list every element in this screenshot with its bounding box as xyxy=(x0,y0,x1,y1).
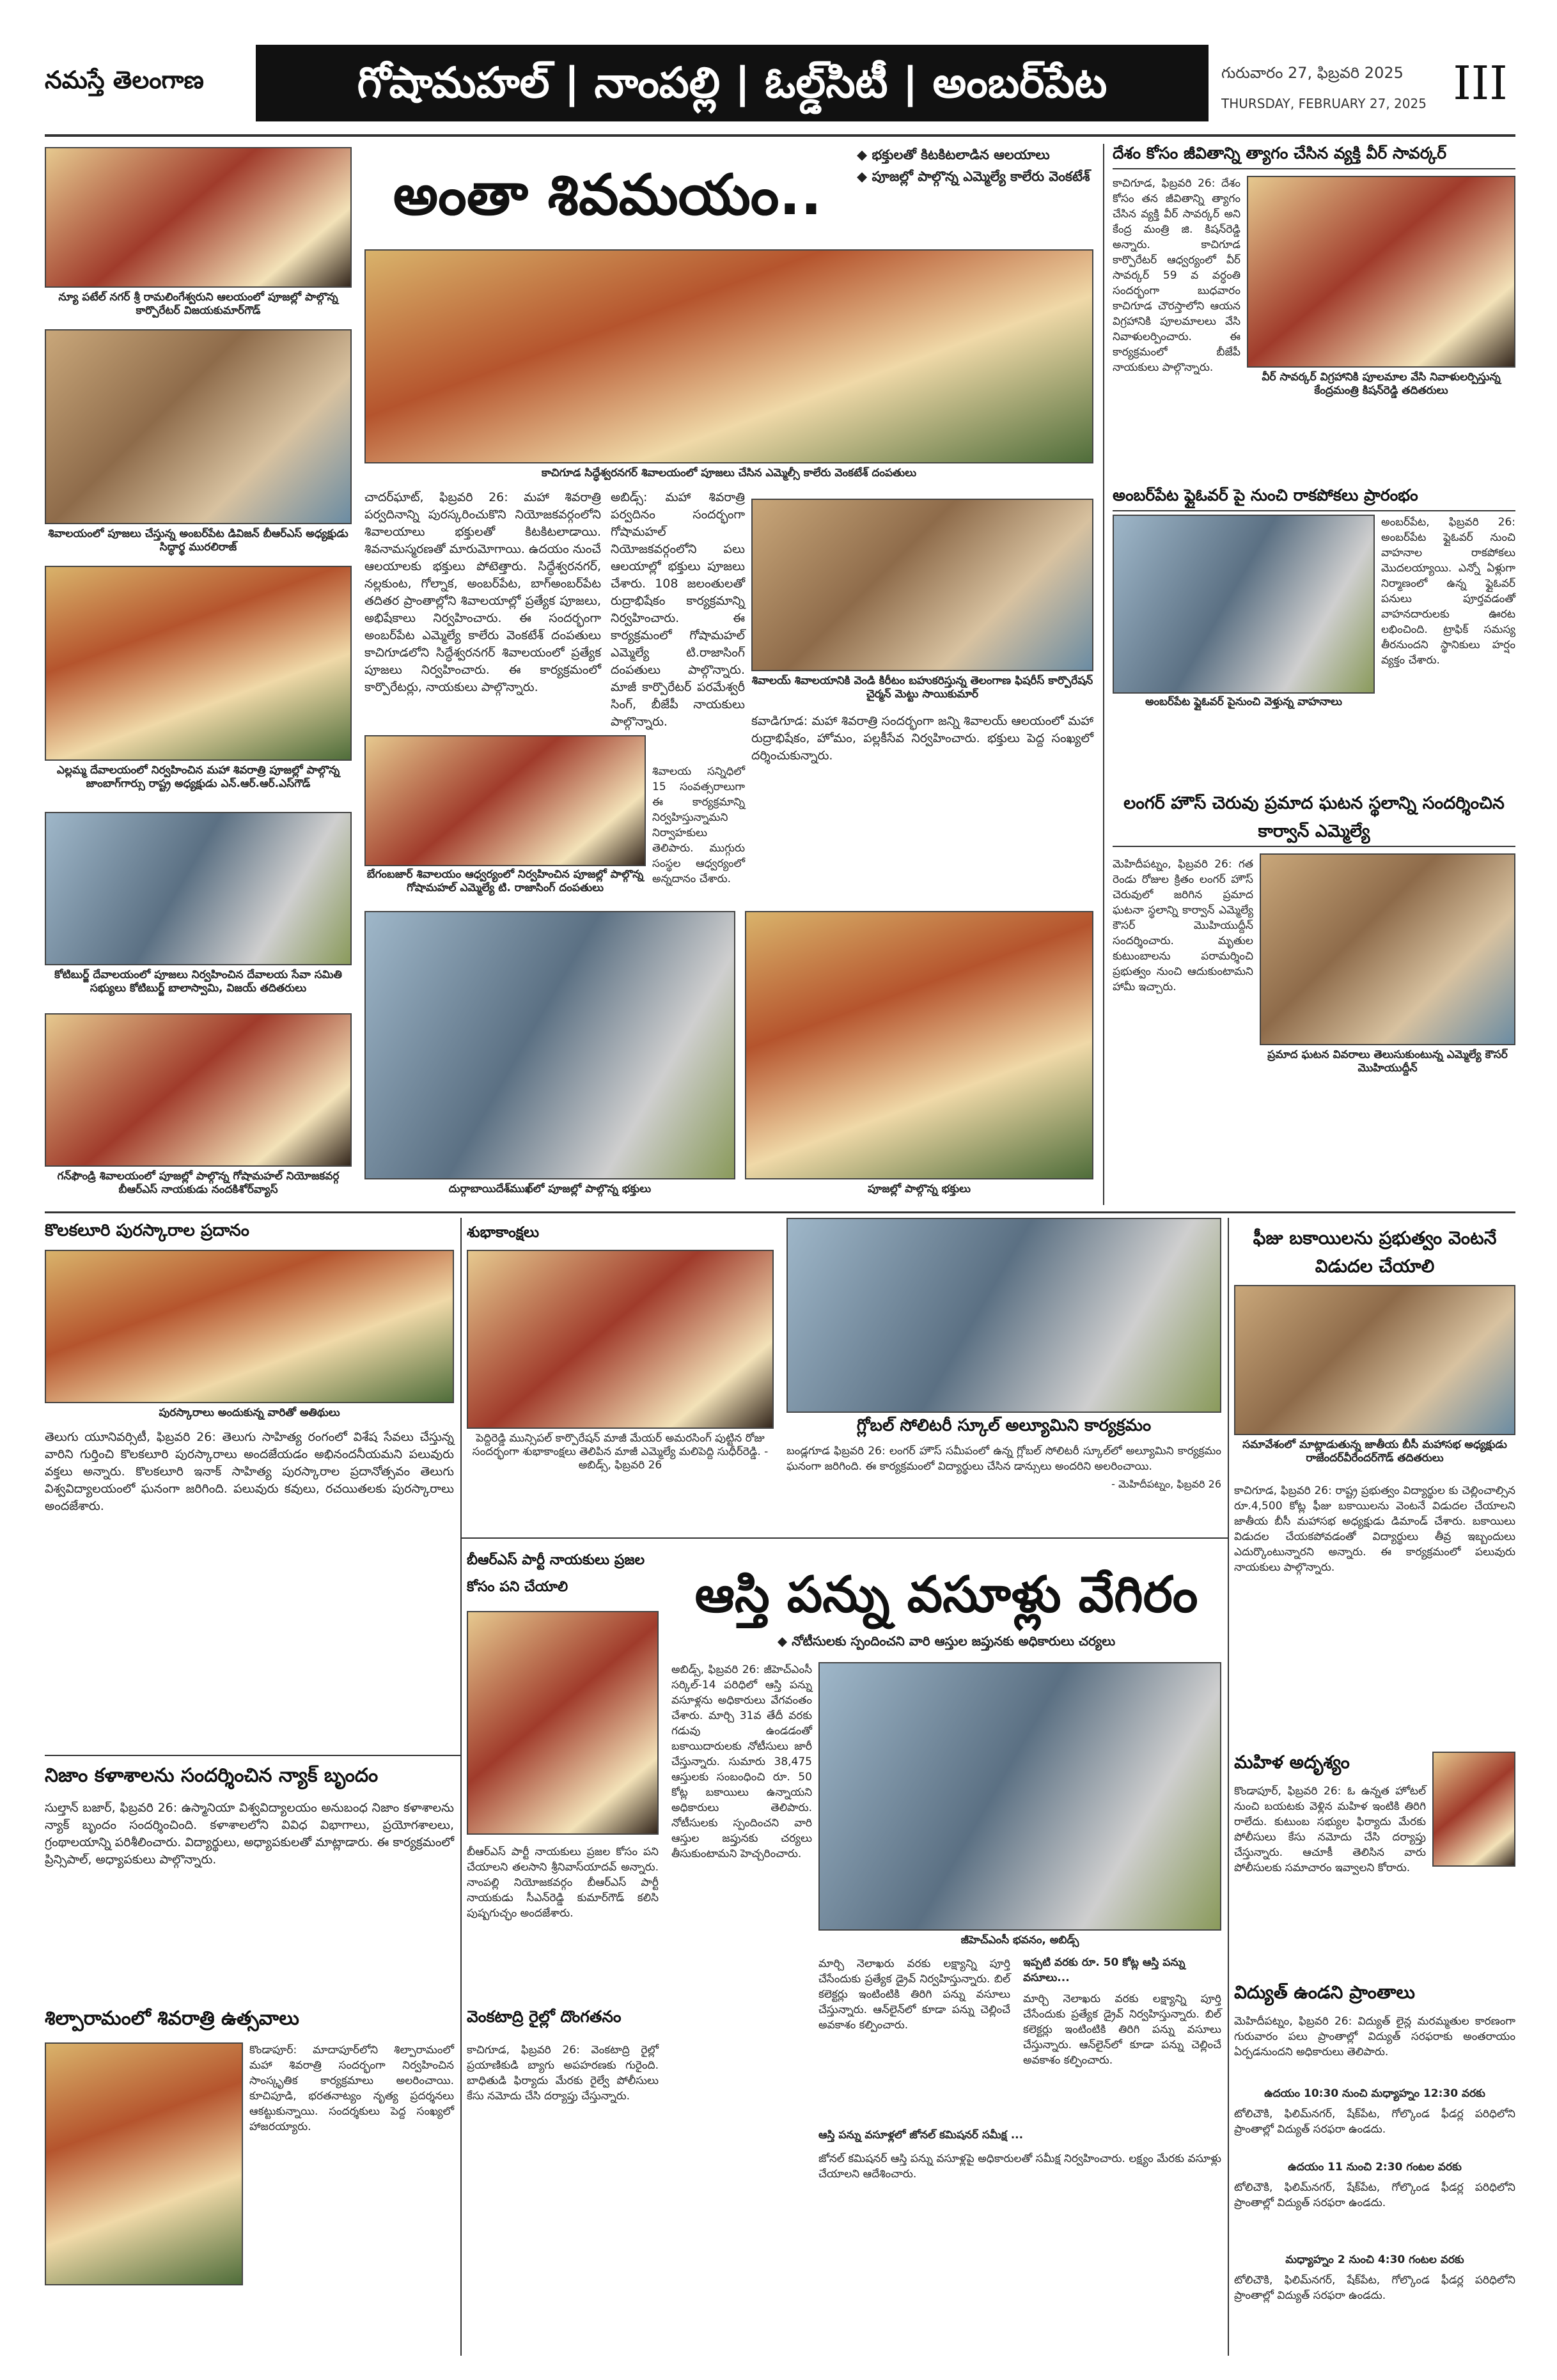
shilparamam-headline: శిల్పారామంలో శివరాత్రి ఉత్సవాలు xyxy=(45,2007,299,2030)
shilparamam-text: కొండాపూర్: మాదాపూర్‌లోని శిల్పారామంలో మహా శివరాత్రి సందర్భంగా నిర్వహించిన సాంస్కృతిక కార్యక్రమాలు అలరించాయి. కూచిపూడి, భరతనాట్యం నృత్య ప్రదర్శనలు ఆకట్టుకున్నాయి. సందర్శకులు పెద్ద సంఖ్యలో హాజరయ్యారు. xyxy=(249,2044,454,2133)
photo-shilparamam xyxy=(45,2042,243,2285)
power-slot-text-2: టోలిచౌకి, ఫిలిమ్‌నగర్, షేక్‌పేట, గోల్కొండ ఫీడర్ల పరిధిలోని ప్రాంతాల్లో విద్యుత్ సరఫరా ఉండదు. xyxy=(1234,2181,1515,2209)
venkatadri-headline: వెంకటాద్రి రైల్లో దొంగతనం xyxy=(467,2007,622,2026)
tax-sub: ◆ నోటీసులకు స్పందించని వారి ఆస్తుల జప్తునకు అధికారులు చర్యలు xyxy=(777,1633,1116,1649)
photo-devotees xyxy=(745,911,1093,1179)
brs-headline: బీఆర్‌ఎస్ పార్టీ నాయకులు ప్రజల కోసం పని చేయాలి xyxy=(467,1552,645,1595)
section-divider xyxy=(45,1211,1515,1213)
awards-text: తెలుగు యూనివర్సిటీ, ఫిబ్రవరి 26: తెలుగు సాహిత్య రంగంలో విశేష సేవలు చేస్తున్న వారిని గుర్తించి కొలకలూరి పురస్కారాలు అందజేయడం అభినందనీయమని పలువురు వక్తలు అన్నారు. కొలకలూరి ఇనాక్ సాహిత్య పురస్కారాల ప్రదానోత్సవం తెలుగు విశ్వవిద్యాలయంలో ఘనంగా జరిగింది. పలువురు కవులు, రచయితలకు పురస్కారాలు అందజేశారు. xyxy=(45,1430,454,1513)
page-number: III xyxy=(1453,56,1508,110)
power-headline: విద్యుత్ ఉండని ప్రాంతాలు xyxy=(1234,1982,1415,2003)
tax-sub2: ఇప్పటి వరకు రూ. 50 కోట్ల ఆస్తి పన్ను వసూలు... xyxy=(1023,1956,1185,1984)
date-english: THURSDAY, FEBRUARY 27, 2025 xyxy=(1221,96,1427,111)
areas-banner: గోషామహల్ | నాంపల్లి | ఓల్డ్‌సిటీ | అంబర్‌పేట xyxy=(256,45,1209,121)
sub-bullet-1: ◆ భక్తులతో కిటకిటలాడిన ఆలయాలు xyxy=(857,147,1050,162)
fees-text: కాచిగూడ, ఫిబ్రవరి 26: రాష్ట్ర ప్రభుత్వం విద్యార్థుల కు చెల్లించాల్సిన రూ.4,500 కోట్ల ఫీజు బకాయిలను వెంటనే విడుదల చేయాలని జాతీయ బీసీ మహాసభ అధ్యక్షుడు డిమాండ్ చేశారు. బకాయిలు విడుదల చేయకపోవడంతో విద్యార్థులు తీవ్ర ఇబ్బందులు ఎదుర్కొంటున్నారని అన్నారు. ఈ కార్యక్రమంలో పలువురు నాయకులు పాల్గొన్నారు. xyxy=(1234,1484,1515,1574)
photo-ram-temple xyxy=(45,147,352,288)
caption-durgabai: దుర్గాబాయిదేశ్‌ముఖ్‌లో పూజల్లో పాల్గొన్న భక్తులు xyxy=(448,1183,652,1195)
caption-yellamma: ఎల్లమ్మ దేవాలయంలో నిర్వహించిన మహా శివరాత్రి పూజల్లో పాల్గొన్న జాంబాగ్‌గార్సు రాష్ట్ర అధ్యక్షుడు ఎన్.ఆర్.ఆర్.ఎస్‌గౌడ్ xyxy=(56,764,340,790)
caption-fees: సమావేశంలో మాట్లాడుతున్న జాతీయ బీసీ మహాసభ అధ్యక్షుడు రాజేందర్‌వీరేందర్‌గౌడ్ తదితరులు xyxy=(1242,1438,1507,1465)
fees-headline: ఫీజు బకాయిలను ప్రభుత్వం వెంటనే విడుదల చేయాలి xyxy=(1253,1227,1497,1277)
col-rule-1 xyxy=(460,1218,462,2356)
center-headline: అంతా శివమయం.. xyxy=(393,162,822,228)
caption-rajasingh: బేగంబజార్ శివాలయం ఆధ్వర్యంలో నిర్వహించిన పూజల్లో పాల్గొన్న గోషామహల్ ఎమ్మెల్యే టి. రాజాసింగ్ దంపతులు xyxy=(366,868,644,894)
caption-langar: ప్రమాద ఘటన వివరాలు తెలుసుకుంటున్న ఎమ్మెల్యే కౌసర్ మొహియుద్దీన్ xyxy=(1267,1048,1508,1075)
photo-greetings xyxy=(467,1250,774,1429)
photo-shiva-puja xyxy=(45,329,352,524)
photo-silver-crown xyxy=(751,499,1093,671)
caption-greetings: పెద్దిరెడ్డి మున్సిపల్ కార్పొరేషన్ మాజీ మేయర్ అమరసింగ్‌ పుట్టిన రోజు సందర్భంగా శుభాకాంక్షలు తెలిపిన మాజీ ఎమ్మెల్యే మలిపెద్ది సుధీర్‌రెడ్డి. - అబిడ్స్, ఫిబ్రవరి 26 xyxy=(472,1432,769,1472)
caption-silver-crown: శివాలయ్ శివాలయానికి వెండి కిరీటం బహుకరిస్తున్న తెలంగాణ ఫిషరీస్ కార్పొరేషన్ చైర్మన్ మెట్టు సాయికుమార్ xyxy=(751,674,1093,701)
brand-name: నమస్తే తెలంగాణ xyxy=(45,66,204,94)
date-telugu: గురువారం 27, ఫిబ్రవరి 2025 xyxy=(1221,64,1404,82)
center-col-b: అబిడ్స్: మహా శివరాత్రి పర్వదినం సందర్భంగా గోషామహల్ నియోజకవర్గంలోని పలు ఆలయాల్లో భక్తులు పూజలు చేశారు. 108 జలంతులతో రుద్రాభిషేకం కార్యక్రమాన్ని నిర్వహించారు. ఈ కార్యక్రమంలో గోషామహల్ ఎమ్మెల్యే టి.రాజాసింగ్ దంపతులు పాల్గొన్నారు. మాజీ కార్పొరేటర్ పరమేశ్వరీ సింగ్, బీజేపీ నాయకులు పాల్గొన్నారు. xyxy=(611,490,745,729)
photo-durgabai xyxy=(364,911,735,1179)
langar-text: మెహిదీపట్నం, ఫిబ్రవరి 26: గత రెండు రోజుల క్రితం లంగర్ హౌస్ చెరువులో జరిగిన ప్రమాద ఘటనా స్థలాన్ని కార్వాన్ ఎమ్మెల్యే కౌసర్ మొహియుద్దీన్ సందర్శించారు. మృతుల కుటుంబాలను పరామర్శించి ప్రభుత్వం నుంచి ఆదుకుంటామని హామీ ఇచ్చారు. xyxy=(1113,858,1253,993)
photo-langar xyxy=(1260,853,1515,1045)
photo-fees xyxy=(1234,1285,1515,1435)
tax-sub-text: నోటీసులకు స్పందించని వారి ఆస్తుల జప్తునకు అధికారులు చర్యలు xyxy=(792,1633,1116,1649)
photo-yellamma xyxy=(45,566,352,761)
caption-devotees: పూజల్లో పాల్గొన్న భక్తులు xyxy=(867,1183,971,1195)
flyover-text: అంబర్‌పేట, ఫిబ్రవరి 26: అంబర్‌పేట ఫ్లైఓవర్ నుంచి వాహనాల రాకపోకలు మొదలయ్యాయి. ఎన్నో ఏళ్లుగా నిర్మాణంలో ఉన్న ఫ్లైఓవర్ పనులు పూర్తవడంతో వాహనదారులకు ఊరట లభించింది. ట్రాఫిక్ సమస్య తీరనుందని స్థానికులు హర్షం వ్యక్తం చేశారు. xyxy=(1381,516,1515,667)
power-slot-1: ఉదయం 10:30 నుంచి మధ్యాహ్నం 12:30 వరకు xyxy=(1264,2087,1485,2100)
venkatadri-text: కాచిగూడ, ఫిబ్రవరి 26: వెంకటాద్రి రైల్లో ప్రయాణికుడి బ్యాగు అపహరణకు గురైంది. బాధితుడి ఫిర్యాదు మేరకు రైల్వే పోలీసులు కేసు నమోదు చేసి దర్యాప్తు చేస్తున్నారు. xyxy=(467,2044,659,2103)
photo-flyover xyxy=(1113,515,1375,694)
masthead xyxy=(45,38,1515,134)
photo-alumni xyxy=(786,1218,1221,1413)
center-sub-bullets xyxy=(857,144,1093,240)
tax-text2b: మార్చి నెలాఖరు వరకు లక్ష్యాన్ని పూర్తి చేసేందుకు ప్రత్యేక డ్రైవ్ నిర్వహిస్తున్నారు. బిల్ కలెక్టర్లు ఇంటింటికి తిరిగి పన్ను వసూలు చేస్తున్నారు. ఆన్‌లైన్‌లో కూడా పన్ను చెల్లించే అవకాశం కల్పించారు. xyxy=(1023,1993,1221,2067)
caption-savarkar: వీర్ సావర్కర్ విగ్రహానికి పూలమాల వేసి నివాళులర్పిస్తున్న కేంద్రమంత్రి కిషన్‌రెడ్డి తదితరులు xyxy=(1262,371,1501,397)
power-slot-2: ఉదయం 11 నుంచి 2:30 గంటల వరకు xyxy=(1288,2161,1462,2174)
alumni-credit: - మెహిదీపట్నం, ఫిబ్రవరి 26 xyxy=(1111,1478,1221,1490)
sub-bullet-2: ◆ పూజల్లో పాల్గొన్న ఎమ్మెల్యే కాలేరు వెంకటేశ్ xyxy=(857,169,1090,184)
tax-headline: ఆస్తి పన్ను వసూళ్లు వేగిరం xyxy=(694,1566,1198,1624)
sub-bullet-1-text: భక్తులతో కిటకిటలాడిన ఆలయాలు xyxy=(872,147,1050,162)
center-col-a: చాదర్‌ఘాట్, ఫిబ్రవరి 26: మహా శివరాత్రి పర్వదినాన్ని పురస్కరించుకొని నియోజకవర్గంలోని శివాలయాలు భక్తులతో కిటకిటలాడాయి. శివనామస్మరణతో మారుమోగాయి. ఉదయం నుంచే ఆలయాలకు భక్తులు పోటెత్తారు. సిద్ధేశ్వరనగర్, నల్లకుంట, గోల్నాక, అంబర్‌పేట, బాగ్‌అంబర్‌పేట తదితర ప్రాంతాల్లోని శివాలయాల్లో ప్రత్యేక పూజలు, అభిషేకాలు నిర్వహించారు. ఈ సందర్భంగా అంబర్‌పేట ఎమ్మెల్యే కాలేరు వెంకటేశ్ దంపతులు కాచిగూడలోని సిద్ధేశ్వరనగర్ శివాలయంలో ప్రత్యేక పూజలు నిర్వహించారు. ఈ కార్యక్రమంలో కార్పొరేటర్లు, నాయకులు పాల్గొన్నారు. xyxy=(364,490,601,694)
savarkar-text: కాచిగూడ, ఫిబ్రవరి 26: దేశం కోసం తన జీవితాన్ని త్యాగం చేసిన వ్యక్తి వీర్ సావర్కర్ అని కేంద్ర మంత్రి జి. కిషన్‌రెడ్డి అన్నారు. కాచిగూడ కార్పొరేటర్ ఆధ్వర్యంలో వీర్ సావర్కర్ 59 వ వర్ధంతి సందర్భంగా బుధవారం కాచిగూడ చౌరస్తాలోని ఆయన విగ్రహానికి పూలమాలలు వేసి నివాళులర్పించారు. ఈ కార్యక్రమంలో బీజేపీ నాయకులు పాల్గొన్నారు. xyxy=(1113,177,1240,374)
awards-headline: కొలకలూరి పురస్కారాల ప్రదానం xyxy=(45,1221,249,1240)
caption-kotiburj: కోటిబుర్జ్ దేవాలయంలో పూజలు నిర్వహించిన దేవాలయ సేవా సమితి సభ్యులు కోటిబుర్జ్ బాలాస్వామి, విజయ్ తదితరులు xyxy=(54,968,342,995)
flyover-headline: అంబర్‌పేట ఫ్లైఓవర్ పై నుంచి రాకపోకలు ప్రారంభం xyxy=(1113,486,1515,511)
brs-text: బీఆర్‌ఎస్ పార్టీ నాయకులు ప్రజల కోసం పని చేయాలని తలసాని శ్రీనివాస్‌యాదవ్ అన్నారు. నాంపల్లి నియోజకవర్గం బీఆర్‌ఎస్ పార్టీ నాయకుడు సీఎన్‌రెడ్డి కుమార్‌గౌడ్ కలిసి పుష్పగుచ్ఛం అందజేశారు. xyxy=(467,1846,659,1920)
photo-kotiburj xyxy=(45,812,352,965)
row-rule-bottom xyxy=(45,1755,460,1756)
savarkar-headline: దేశం కోసం జీవితాన్ని త్యాగం చేసిన వ్యక్తి వీర్ సావర్కర్ xyxy=(1113,144,1515,169)
tax-text: అబిడ్స్, ఫిబ్రవరి 26: జీహెచ్‌ఎంసీ సర్కిల్-14 పరిధిలో ఆస్తి పన్ను వసూళ్లను అధికారులు వేగవంతం చేశారు. మార్చి 31వ తేదీ వరకు గడువు ఉండడంతో బకాయిదారులకు నోటీసులు జారీ చేస్తున్నారు. సుమారు 38,475 ఆస్తులకు సంబంధించి రూ. 50 కోట్ల బకాయిలు ఉన్నాయని అధికారులు తెలిపారు. నోటీసులకు స్పందించని వారి ఆస్తుల జప్తునకు చర్యలు తీసుకుంటామని హెచ్చరించారు. xyxy=(671,1663,812,1860)
mahila-text: కొండాపూర్, ఫిబ్రవరి 26: ఓ ఉన్నత హోటల్ నుంచి బయటకు వెళ్లిన మహిళ ఇంటికి తిరిగి రాలేదు. కుటుంబ సభ్యుల ఫిర్యాదు మేరకు పోలీసులు కేసు నమోదు చేసి దర్యాప్తు చేస్తున్నారు. ఆచూకీ తెలిసిన వారు పోలీసులకు సమాచారం ఇవ్వాలని కోరారు. xyxy=(1234,1785,1426,1874)
nizam-text: సుల్తాన్ బజార్, ఫిబ్రవరి 26: ఉస్మానియా విశ్వవిద్యాలయం అనుబంధ నిజాం కళాశాలను న్యాక్ బృందం సందర్శించింది. కళాశాలలోని వివిధ విభాగాలు, ప్రయోగశాలలు, గ్రంథాలయాన్ని పరిశీలించారు. విద్యార్థులు, అధ్యాపకులతో మాట్లాడారు. ఈ కార్యక్రమంలో ప్రిన్సిపాల్, అధ్యాపకులు పాల్గొన్నారు. xyxy=(45,1801,454,1867)
col-rule-3 xyxy=(1103,144,1104,1205)
langar-headline: లంగర్ హౌస్ చెరువు ప్రమాద ఘటన స్థలాన్ని సందర్శించిన కార్వాన్ ఎమ్మెల్యే xyxy=(1113,789,1515,847)
photo-savarkar xyxy=(1247,176,1515,368)
caption-shiva-puja: శివాలయంలో పూజలు చేస్తున్న అంబర్‌పేట డివిజన్ బీఆర్‌ఎస్ అధ్యక్షుడు సిద్ధార్థ మురలిరాజ్ xyxy=(48,527,348,554)
tax-text3: జోనల్ కమిషనర్ ఆస్తి పన్ను వసూళ్లపై అధికారులతో సమీక్ష నిర్వహించారు. లక్ష్యం మేరకు వసూళ్లు చేయాలని ఆదేశించారు. xyxy=(818,2152,1221,2181)
row-rule-brs xyxy=(462,1537,1228,1539)
photo-rajasingh xyxy=(364,735,646,866)
caption-ram-temple: న్యూ పటేల్ నగర్ శ్రీ రామలింగేశ్వరుని ఆలయంలో పూజల్లో పాల్గొన్న కార్పొరేటర్ విజయకుమార్‌గౌడ్ xyxy=(58,291,338,317)
mahila-headline: మహిళ అదృశ్యం xyxy=(1234,1752,1350,1773)
photo-brs xyxy=(467,1611,659,1835)
caption-awards: పురస్కారాలు అందుకున్న వారితో అతిథులు xyxy=(159,1406,340,1419)
caption-flyover: అంబర్‌పేట ఫ్లైఓవర్ పైనుంచి వెళ్తున్న వాహనాలు xyxy=(1145,696,1343,708)
photo-missing-woman xyxy=(1432,1752,1515,1867)
alumni-headline: గ్లోబల్ సోలిటరీ స్కూల్ అల్యూమిని కార్యక్రమం xyxy=(856,1416,1152,1435)
center-col-c-text: కవాడిగూడ: మహా శివరాత్రి సందర్భంగా జన్ని శివాలయ్ ఆలయంలో మహా రుద్రాభిషేకం, హోమం, పల్లకీసేవ నిర్వహించారు. భక్తులు పెద్ద సంఖ్యలో దర్శించుకున్నారు. xyxy=(751,714,1093,763)
tax-sub3: ఆస్తి పన్ను వసూళ్లలో జోనల్ కమిషనర్ సమీక్ష ... xyxy=(818,2129,1024,2142)
power-slot-text-1: టోలిచౌకి, ఫిలిమ్‌నగర్, షేక్‌పేట, గోల్కొండ ఫీడర్ల పరిధిలోని ప్రాంతాల్లో విద్యుత్ సరఫరా ఉండదు. xyxy=(1234,2108,1515,2136)
caption-mla-kaleru: కాచిగూడ సిద్ధేశ్వరనగర్ శివాలయంలో పూజలు చేసిన ఎమ్మెల్సీ కాలేరు వెంకటేశ్ దంపతులు xyxy=(541,467,917,479)
photo-gunfoundry xyxy=(45,1013,352,1167)
tax-text2: మార్చి నెలాఖరు వరకు లక్ష్యాన్ని పూర్తి చేసేందుకు ప్రత్యేక డ్రైవ్ నిర్వహిస్తున్నారు. బిల్ కలెక్టర్లు ఇంటింటికి తిరిగి పన్ను వసూలు చేస్తున్నారు. ఆన్‌లైన్‌లో కూడా పన్ను చెల్లించే అవకాశం కల్పించారు. xyxy=(818,1957,1010,2032)
sub-bullet-2-text: పూజల్లో పాల్గొన్న ఎమ్మెల్యే కాలేరు వెంకటేశ్ xyxy=(872,169,1090,184)
center-col-d: శివాలయ సన్నిధిలో 15 సంవత్సరాలుగా ఈ కార్యక్రమాన్ని నిర్వహిస్తున్నామని నిర్వాహకులు తెలిపారు. ముగ్గురు సంస్థల ఆధ్వర్యంలో అన్నదానం చేశారు. xyxy=(652,765,745,885)
caption-gunfoundry: గన్‌ఫౌండ్రి శివాలయంలో పూజల్లో పాల్గొన్న గోషామహల్ నియోజకవర్గ బీఆర్‌ఎస్ నాయకుడు నందకిశోర్‌వ్యాస్ xyxy=(57,1170,340,1196)
masthead-rule xyxy=(45,134,1515,137)
caption-ghmc-building: జీహెచ్‌ఎంసీ భవనం, అబిడ్స్ xyxy=(960,1934,1079,1947)
power-slot-text-3: టోలిచౌకి, ఫిలిమ్‌నగర్, షేక్‌పేట, గోల్కొండ ఫీడర్ల పరిధిలోని ప్రాంతాల్లో విద్యుత్ సరఫరా ఉండదు. xyxy=(1234,2274,1515,2302)
nizam-headline: నిజాం కళాశాలను సందర్శించిన న్యాక్ బృందం xyxy=(45,1764,379,1787)
photo-awards xyxy=(45,1250,454,1403)
photo-ghmc-building xyxy=(818,1662,1221,1931)
greetings-label: శుభాకాంక్షలు xyxy=(467,1224,540,1241)
col-rule-2 xyxy=(1228,1218,1229,2356)
photo-mla-kaleru xyxy=(364,249,1093,463)
power-slot-3: మధ్యాహ్నం 2 నుంచి 4:30 గంటల వరకు xyxy=(1285,2253,1464,2266)
alumni-text: బండ్లగూడ ఫిబ్రవరి 26: లంగర్ హౌస్ సమీపంలో ఉన్న గ్లోబల్ సోలిటరీ స్కూల్‌లో అల్యూమిని కార్యక్రమం ఘనంగా జరిగింది. ఈ కార్యక్రమంలో విద్యార్థులు చేసిన డాన్సులు అందరిని అలరించాయి. xyxy=(786,1445,1221,1473)
power-text: మెహిదీపట్నం, ఫిబ్రవరి 26: విద్యుత్ లైన్ల మరమ్మతుల కారణంగా గురువారం పలు ప్రాంతాల్లో విద్యుత్ సరఫరాకు అంతరాయం ఏర్పడనుందని అధికారులు తెలిపారు. xyxy=(1234,2015,1515,2058)
